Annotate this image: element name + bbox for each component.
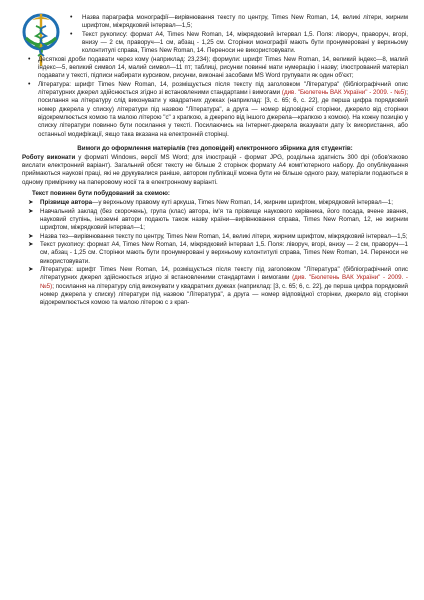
- list-item: ➤ Прізвище автора—у верхньому правому куті аркуша, Times New Roman, 14, жирним шрифтом, міжрядковий інтервал—1;: [28, 199, 393, 207]
- citation-reference: (див. "Бюлетень ВАК України" - 2009. - №5): [40, 274, 408, 290]
- bullet-icon: •: [28, 80, 31, 88]
- list-item-text: Назва тез—вирівнювання тексту по центру, Times New Roman, 14, великі літери, жирним шрифтом, міжрядковий інтервал—1,5;: [40, 232, 408, 240]
- list-item: [28, 232, 408, 241]
- bullet-icon: •: [28, 55, 31, 63]
- arrow-bullet-icon: ➤: [28, 240, 34, 248]
- list-item-text: Назва параграфа монографії—вирівнювання тексту по центру, Times New Roman, 14, великі літери, жирним шрифтом, міжрядковий інтервал—1,5;: [82, 14, 408, 30]
- arrow-bullet-icon: ➤: [28, 207, 34, 215]
- list-item-text: Десяткові дроби подавати через кому (наприклад: 23,234); формули: шрифт Times New Roman, 14, великий індекс—8, малий індекс—5, великий символ 14, малий символ—11 пт; таблиці, рисунки повинні мати нумерацію і назву; ілюстрований матеріал подавати у тексті, підписи набирати курсивом, рисунки, виконані засобами MS Word групувати як один об'єкт;: [38, 55, 408, 80]
- list-item: [28, 265, 409, 308]
- arrow-bullet-icon: ➤: [28, 232, 34, 240]
- list-item: [28, 240, 408, 266]
- section-heading: Вимоги до оформлення матеріалів (тез доповідей) електронного збірника для студентів:: [77, 145, 353, 153]
- list-item-text: Текст рукопису: формат А4, Times New Roman, 14, міжрядковий інтервал 1,5. Поля: ліворуч, вгорі, внизу — 2 см, праворуч—1 см, абзац - 1,25 см. Сторінки мають бути пронумеровані у верхньому колонтитулі справа, Times New Roman, 14. Переноси не використовувати.: [40, 240, 408, 265]
- author-label: Прізвище автора: [40, 199, 93, 207]
- arrow-bullet-icon: ➤: [28, 199, 34, 207]
- list-item: [28, 55, 408, 81]
- bullet-icon: •: [70, 30, 73, 38]
- bold-lead: Роботу виконати: [22, 153, 76, 161]
- structure-heading: Текст повинен бути побудований за схемою:: [32, 189, 170, 197]
- literature-text: Література: шрифт Times New Roman, 14, розміщується після тексту під заголовком "Література" (бібліографічний опис літературних джерел здійснюється згідно зі встановленими стандартами і вимогами (див. "Бюлетень ВАК України" - 2009. - №5); посилання на літературу слід виконувати у квадратних дужках (наприклад: [3, с. 65; 6, с. 22], де перша цифра порядковий номер джерела у списку) літератури під назвою "Література", а друга — номер відповідної сторінки, джерело від сторінки відокремлюється комою та малою літерою "с" з крапкою, а джерело від іншого джерела—крапкою з комою). На кожну позицію у списку літератури повинно бути посилання у тексті. Посилаючись на Інтернет-джерела вказувати дату їх використання, або останньої модифікації, якщо така вказана на електронній сторінці.: [38, 80, 408, 138]
- list-item-text: Навчальний заклад (без скорочень), група (клас) автора, ім'я та прізвище наукового керівника, його посада, вчене звання, науковий ступінь, іноземні автори подають також назву країни—вирівнювання справа, Times New Roman, 12, не жирним шрифтом, міжрядковий інтервал—1;: [40, 207, 408, 232]
- literature-text: Література: шрифт Times New Roman, 14, розміщується після тексту під заголовком "Література" (бібліографічний опис літературних джерел здійснюється згідно зі встановленими стандартами і вимогами (див. "Бюлетень ВАК України" - 2009. - №5); посилання на літературу слід виконувати у квадратних дужках (наприклад: [3, с. 65; 6, с. 22], де перша цифра порядковий номер джерела у списку) літератури під назвою "Література", а друга — номер відповідної сторінки, джерело від сторінки відокремлюється комою та малою літерою с з крап-: [40, 265, 409, 307]
- document-body: [22, 14, 408, 308]
- list-item: [70, 14, 408, 31]
- list-item: [28, 207, 408, 233]
- list-item: [70, 30, 408, 56]
- list-item-text: Текст рукопису: формат А4, Times New Roman, 14, міжрядковий інтервал 1,5. Поля: ліворуч, праворуч, вгорі, внизу — 2 см, праворуч—1 см, абзац - 1,25 см. Сторінки монографії мають бути пронумеровані у верхньому колонтитулі справа, Times New Roman, 14. Переноси не використовувати.: [82, 30, 408, 55]
- requirements-paragraph: Роботу виконати у форматі Windows, версії MS Word; для ілюстрацій - формат JPG, роздільна здатність 300 dpi (обов'язково вислати електронний варіант). Загальний обсяг тексту не більше 2 сторінок формату А4 комп'ютерного набору. До опублікування приймаються наукові праці, які не друкувалися раніше, автором публікації можна бути не більше одного разу, матеріали подаються в одному примірнику на паперовому носії та в електронному варіанті.: [22, 153, 408, 186]
- arrow-bullet-icon: ➤: [28, 265, 34, 273]
- citation-reference: (див. "Бюлетень ВАК України" - 2009. - №5): [281, 89, 407, 97]
- bullet-icon: •: [70, 14, 73, 21]
- list-item: [28, 80, 408, 139]
